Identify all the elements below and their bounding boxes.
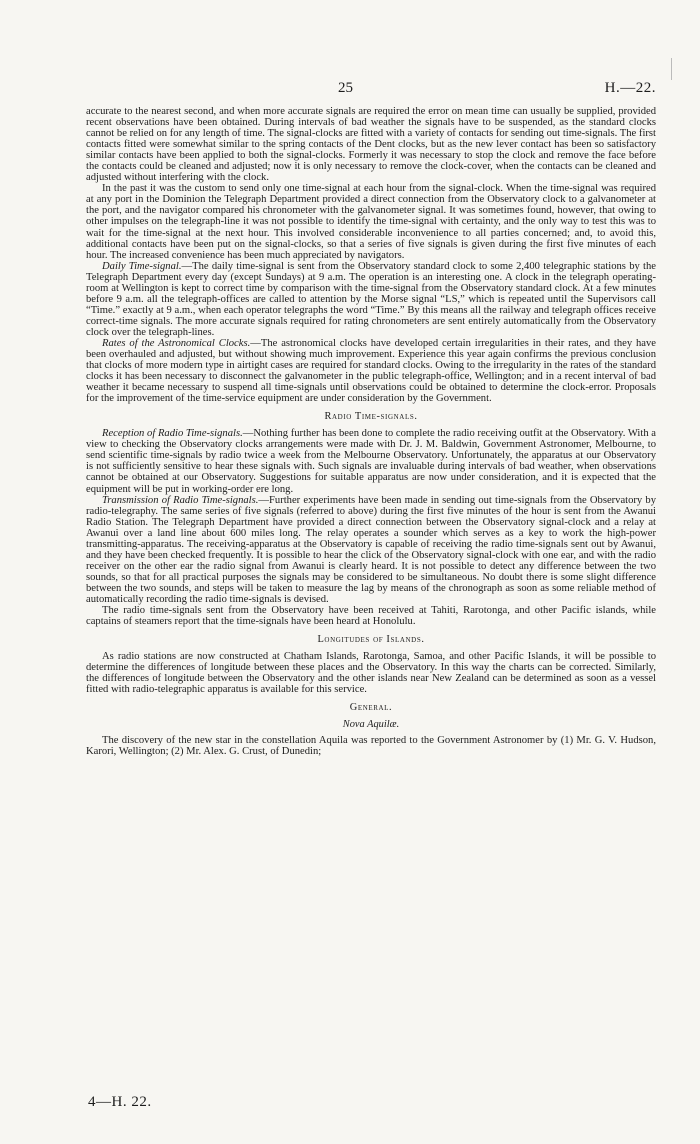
paragraph-radio-reception-abroad: The radio time-signals sent from the Observatory have been received at Tahiti, Rarotonga, and other Pacific islands, while captains of steamers report that the time-signals have been heard at Honolulu.	[86, 605, 656, 628]
paragraph-title: Daily Time-signal.	[102, 260, 182, 272]
subsection-heading-nova: Nova Aquilæ.	[342, 719, 400, 731]
paragraph-body: —Further experiments have been made in sending out time-signals from the Observatory by radio-telegraphy. The same series of five signals (referred to above) during the first five minutes of the hour is sent from the Awanui Radio Station. The Telegraph Department have provided a direct connection between the Observatory signal-clock and a relay at Awanui over a land line about 600 miles long. The relay operates a sounder which serves as a key to work the high-power transmitting-apparatus. The receiving-apparatus at the Observatory is capable of receiving the radio time-signals sent out by Awanui, and they have been checked frequently. It is possible to hear the click of the Observatory signal-clock with one ear, and with the radio receiver on the other ear the radio signal from Awanui is clearly heard. It is not possible to detect any difference between the two sounds, so that for all practical purposes the signals may be considered to be simultaneous. No doubt there is some slight difference between the two sounds, and steps will be taken to measure the lag by means of the chronograph as soon as some reliable method of automatically recording the radio time-signals is devised.	[86, 494, 656, 605]
paragraph-body: —The astronomical clocks have developed certain irregularities in their rates, and they have been overhauled and adjusted, but without showing much improvement. Experience this year again confirms the previous conclusion that clocks of more modern type in airtight cases are required for standard clocks. Owing to the irregularity in the rates of the standard clocks it has been necessary to disconnect the galvanometer in the public telegraph-office, Wellington; and in a recent interval of bad weather it became necessary to suspend all time-signals until observations could be obtained to determine the clock-error. Proposals for the improvement of the time-service equipment are under consideration by the Government.	[86, 337, 657, 405]
paragraph-title: Rates of the Astronomical Clocks.	[102, 337, 251, 349]
paragraph-longitudes: As radio stations are now constructed at Chatham Islands, Rarotonga, Samoa, and other Pacific Islands, it will be possible to determine the differences of longitude between these places and the Observatory. In this way the charts can be corrected. Similarly, the differences of longitude between the Observatory and the other islands near New Zealand can be determined as soon as a vessel fitted with radio-telegraphic apparatus is available for this service.	[86, 651, 656, 696]
paragraph-daily-time-signal	[86, 261, 656, 338]
page-header	[86, 80, 656, 106]
paragraph-title: Transmission of Radio Time-signals.	[102, 494, 259, 506]
paragraph-time-signal-custom: In the past it was the custom to send only one time-signal at each hour from the signal-clock. When the time-signal was required at any port in the Dominion the Telegraph Department provided a direct connection from the Observatory clock to a galvanometer at the port, and the navigator compared his chronometer with the galvanometer signal. It was sometimes found, however, that owing to other impulses on the telegraph-line it was not possible to identify the time-signal with certainty, and the only way to test this was to wait for the time-signal at the next hour. This involved considerable inconvenience to all parties concerned; and, to avoid this, additional contacts have been put on the signal-clocks, so that a series of five signals is given during the first five minutes of each hour. The increased convenience has been much appreciated by navigators.	[86, 183, 656, 261]
page-signature: 4—H. 22.	[88, 1094, 152, 1110]
section-heading-longitudes: Longitudes of Islands.	[317, 634, 425, 646]
paragraph-clock-rates	[86, 338, 656, 404]
section-heading-general: General.	[349, 702, 393, 714]
paragraph-body: —Nothing further has been done to complete the radio receiving outfit at the Observatory. With a view to checking the Observatory clocks arrangements were made with Dr. J. M. Baldwin, Government Astronomer, Melbourne, to send scientific time-signals by radio twice a week from the Melbourne Observatory. Unfortunately, the apparatus at our Observatory is not sufficiently sensitive to hear these signals with. Such signals are invaluable during intervals of bad weather, when observations cannot be obtained at our Observatory. Suggestions for suitable apparatus are now under consideration, and it is expected that the equipment will be put in working-order ere long.	[86, 428, 656, 495]
page-number: 25	[338, 80, 353, 96]
page-edge-mark	[671, 58, 672, 80]
document-reference: H.—22.	[604, 80, 656, 96]
paragraph-nova-discovery: The discovery of the new star in the constellation Aquila was reported to the Government Astronomer by (1) Mr. G. V. Hudson, Karori, Wellington; (2) Mr. Alex. G. Crust, of Dunedin;	[86, 735, 656, 758]
paragraph-radio-transmission	[86, 495, 656, 605]
paragraph-title: Reception of Radio Time-signals.	[102, 428, 243, 440]
paragraph-radio-reception	[86, 428, 656, 494]
document-page	[86, 80, 656, 757]
paragraph-body: —The daily time-signal is sent from the Observatory standard clock to some 2,400 telegraphic stations by the Telegraph Department every day (except Sundays) at 9 a.m. The operation is an interesting one. A clock in the telegraph operating-room at Wellington is kept to correct time by comparison with the time-signal from the Observatory standard clock. At a few minutes before 9 a.m. all the telegraph-offices are called to attention by the Morse signal “LS,” which is repeated until the Supervisors call “Time.” exactly at 9 a.m., when each operator telegraphs the word “Time.” By this means all the railway and telegraph offices receive correct-time signals. The more accurate signals required for rating chronometers are sent entirely automatically from the Observatory clock over the telegraph-lines.	[86, 260, 656, 338]
paragraph-signal-clocks: accurate to the nearest second, and when more accurate signals are required the error on mean time can usually be supplied, provided recent observations have been obtained. During intervals of bad weather the signals have to be suspended, as the standard clocks cannot be relied on for any length of time. The signal-clocks are fitted with a variety of contacts for sending out time-signals. The first contacts fitted were somewhat similar to the spring contacts of the Dent clocks, but as the new lever contact has been so satisfactory similar contacts have been applied to both the signal-clocks. Formerly it was necessary to stop the clock and remove the face before the contacts could be cleaned and adjusted; now it is only necessary to remove the clock-cover, when the contacts can be cleaned and adjusted without interfering with the clock.	[86, 106, 656, 184]
section-heading-radio: Radio Time-signals.	[324, 411, 418, 423]
